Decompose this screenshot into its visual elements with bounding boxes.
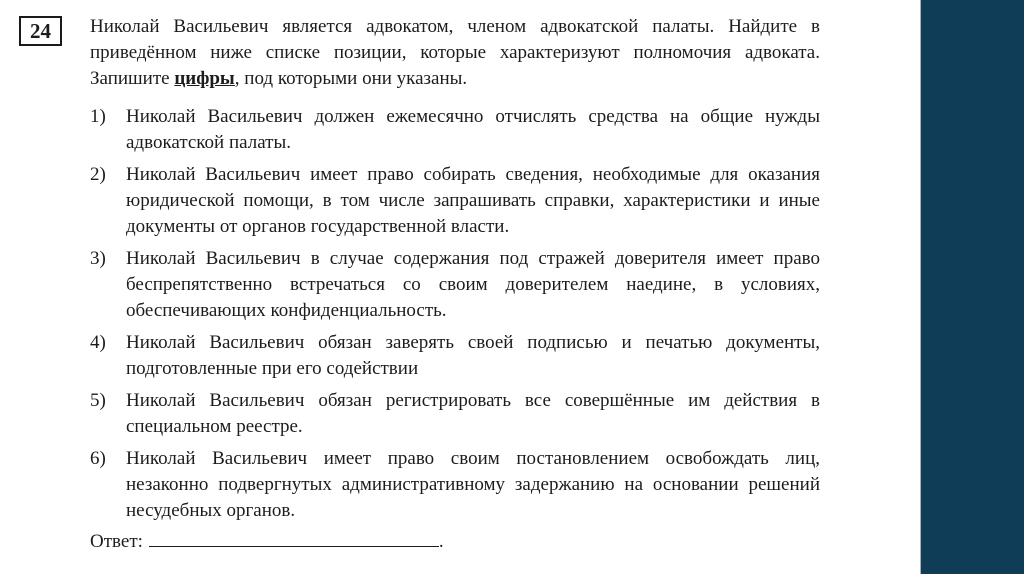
option-text: Николай Васильевич должен ежемесячно отчислять средства на общие нужды адвокатской палаты. bbox=[126, 106, 820, 153]
list-item bbox=[90, 330, 820, 382]
answer-field[interactable] bbox=[149, 528, 439, 547]
option-number: 1) bbox=[90, 106, 106, 127]
option-text: Николай Васильевич обязан регистрировать все совершённые им действия в специальном реестре. bbox=[126, 390, 820, 437]
option-text: Николай Васильевич обязан заверять своей подписью и печатью документы, подготовленные при его содействии bbox=[126, 332, 820, 379]
options-list bbox=[90, 104, 820, 524]
list-item bbox=[90, 162, 820, 240]
option-number: 4) bbox=[90, 332, 106, 353]
list-item bbox=[90, 446, 820, 524]
intro-emphasis: цифры bbox=[174, 68, 235, 89]
option-text: Николай Васильевич в случае содержания под стражей доверителя имеет право беспрепятственно встречаться со своим доверителем наедине, в условиях, обеспечивающих конфиденциальность. bbox=[126, 248, 820, 321]
list-item bbox=[90, 246, 820, 324]
intro-text-end: , под которыми они указаны. bbox=[234, 68, 468, 89]
task-content bbox=[90, 14, 820, 530]
answer-end: . bbox=[438, 531, 444, 552]
slide-sidebar bbox=[920, 0, 1024, 574]
option-number: 3) bbox=[90, 248, 106, 269]
sidebar-divider bbox=[920, 0, 921, 574]
task-intro bbox=[90, 14, 820, 92]
task-number: 24 bbox=[19, 16, 62, 46]
option-text: Николай Васильевич имеет право собирать сведения, необходимые для оказания юридической помощи, в том числе запрашивать справки, характеристики и иные документы от органов государственной власти. bbox=[126, 164, 820, 237]
intro-text-start: Николай Васильевич является адвокатом, членом адвокатской палаты. Найдите в приведённом ниже списке позиции, которые характеризуют полномочия адвоката. Запишите bbox=[90, 16, 820, 89]
answer-label: Ответ: bbox=[90, 531, 143, 552]
option-number: 2) bbox=[90, 164, 106, 185]
list-item bbox=[90, 388, 820, 440]
list-item bbox=[90, 104, 820, 156]
option-text: Николай Васильевич имеет право своим постановлением освобождать лиц, незаконно подвергнутых административному задержанию на основании решений несудебных органов. bbox=[126, 448, 820, 521]
option-number: 5) bbox=[90, 390, 106, 411]
option-number: 6) bbox=[90, 448, 106, 469]
answer-row bbox=[90, 528, 444, 555]
